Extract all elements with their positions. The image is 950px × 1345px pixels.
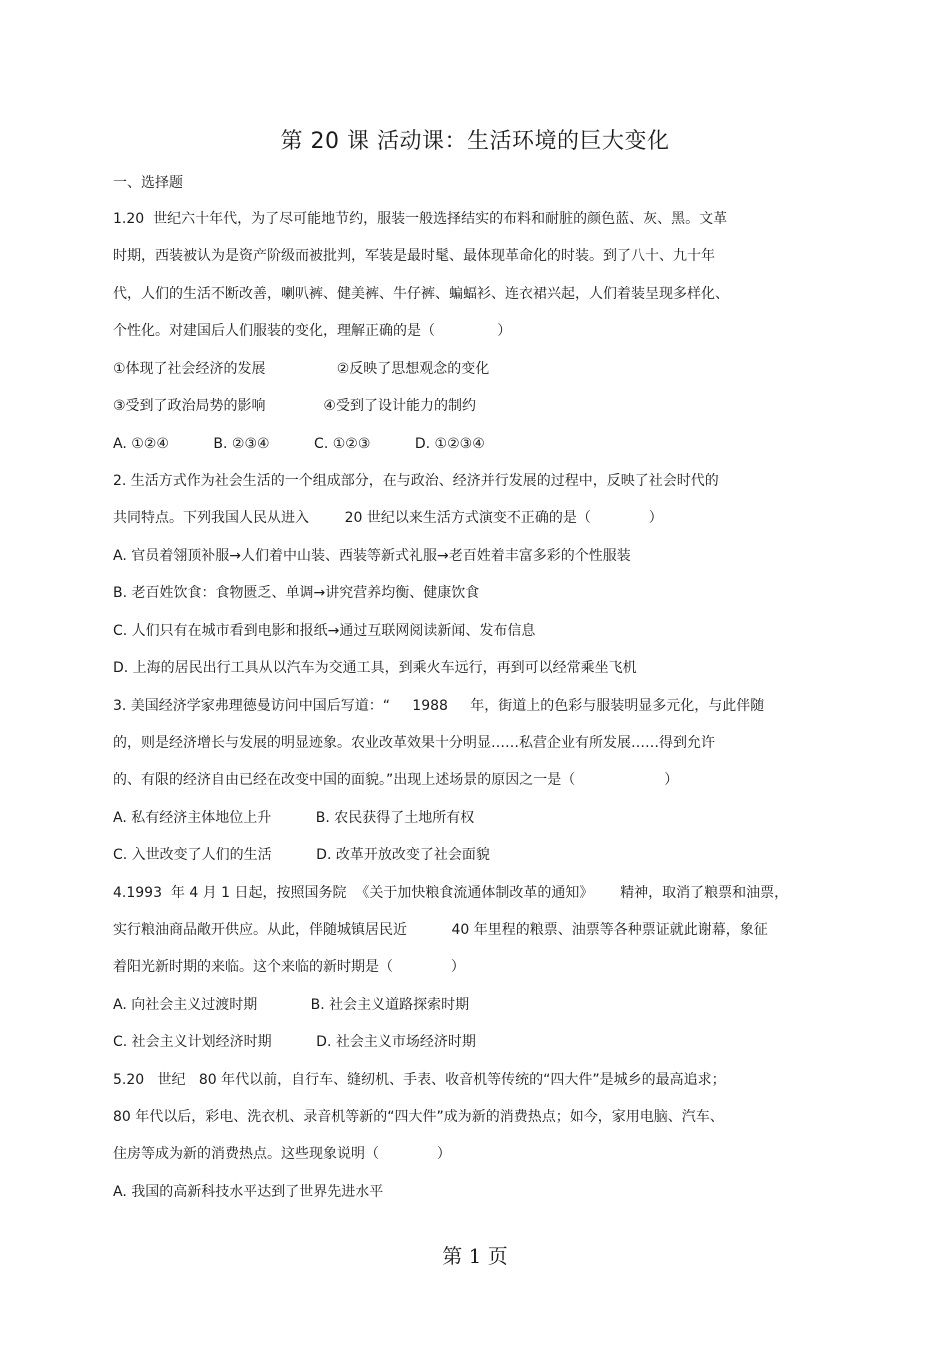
answer-option: C. 人们只有在城市看到电影和报纸→通过互联网阅读新闻、发布信息 [113,623,536,639]
text-line: 着阳光新时期的来临。这个来临的新时期是（ ） [113,959,465,975]
answer-option: A. 官员着翎顶补服→人们着中山装、西装等新式礼服→老百姓着丰富多彩的个性服装 [113,548,631,564]
text-line: 80 年代以后，彩电、洗衣机、录音机等新的“四大件”成为新的消费热点；如今，家用电脑、汽车、 [113,1109,724,1125]
text-line: 代，人们的生活不断改善，喇叭裤、健美裤、牛仔裤、蝙蝠衫、连衣裙兴起，人们着装呈现多样化、 [113,286,729,302]
text-line: 的、有限的经济自由已经在改变中国的面貌。”出现上述场景的原因之一是（ ） [113,772,679,788]
text-line: ①体现了社会经济的发展 ②反映了思想观念的变化 [113,361,490,377]
answer-options: C. 入世改变了人们的生活 D. 改革开放改变了社会面貌 [113,847,490,863]
text-line: 的，则是经济增长与发展的明显迹象。农业改革效果十分明显……私营企业有所发展……得到允许 [113,735,715,751]
text-line: 时期，西装被认为是资产阶级而被批判，军装是最时髦、最体现革命化的时装。到了八十、九十年 [113,248,715,264]
text-line: 3. 美国经济学家弗理德曼访问中国后写道：“ 1988 年，街道上的色彩与服装明显多元化，与此伴随 [113,698,765,714]
answer-option: B. 老百姓饮食：食物匮乏、单调→讲究营养均衡、健康饮食 [113,585,480,601]
answer-option: D. 上海的居民出行工具从以汽车为交通工具，到乘火车远行，再到可以经常乘坐飞机 [113,660,637,676]
text-line: ③受到了政治局势的影响 ④受到了设计能力的制约 [113,398,476,414]
page-title: 第 20 课 活动课：生活环境的巨大变化 [280,129,670,154]
answer-options: A. 私有经济主体地位上升 B. 农民获得了土地所有权 [113,810,475,826]
answer-options: A. ①②④ B. ②③④ C. ①②③ D. ①②③④ [113,436,485,452]
answer-options: C. 社会主义计划经济时期 D. 社会主义市场经济时期 [113,1034,476,1050]
page-number: 第 1 页 [442,1244,508,1268]
text-line: 共同特点。下列我国人民从进入 20 世纪以来生活方式演变不正确的是（ ） [113,510,663,526]
text-line: 住房等成为新的消费热点。这些现象说明（ ） [113,1146,451,1162]
section-heading: 一、选择题 [113,175,183,191]
text-line: 5.20 世纪 80 年代以前，自行车、缝纫机、手表、收音机等传统的“四大件”是城乡的最高追求； [113,1072,726,1088]
answer-options: A. 向社会主义过渡时期 B. 社会主义道路探索时期 [113,997,470,1013]
text-line: 1.20 世纪六十年代，为了尽可能地节约，服装一般选择结实的布料和耐脏的颜色蓝、灰、黑。文革 [113,211,728,227]
text-line: 4.1993 年 4 月 1 日起，按照国务院 《关于加快粮食流通体制改革的通知》 精神，取消了粮票和油票， [113,885,789,901]
text-line: 个性化。对建国后人们服装的变化，理解正确的是（ ） [113,323,512,339]
answer-option: A. 我国的高新科技水平达到了世界先进水平 [113,1184,384,1200]
text-line: 实行粮油商品敞开供应。从此，伴随城镇居民近 40 年里程的粮票、油票等各种票证就此谢幕，象征 [113,922,768,938]
text-line: 2. 生活方式作为社会生活的一个组成部分，在与政治、经济并行发展的过程中，反映了社会时代的 [113,473,719,489]
